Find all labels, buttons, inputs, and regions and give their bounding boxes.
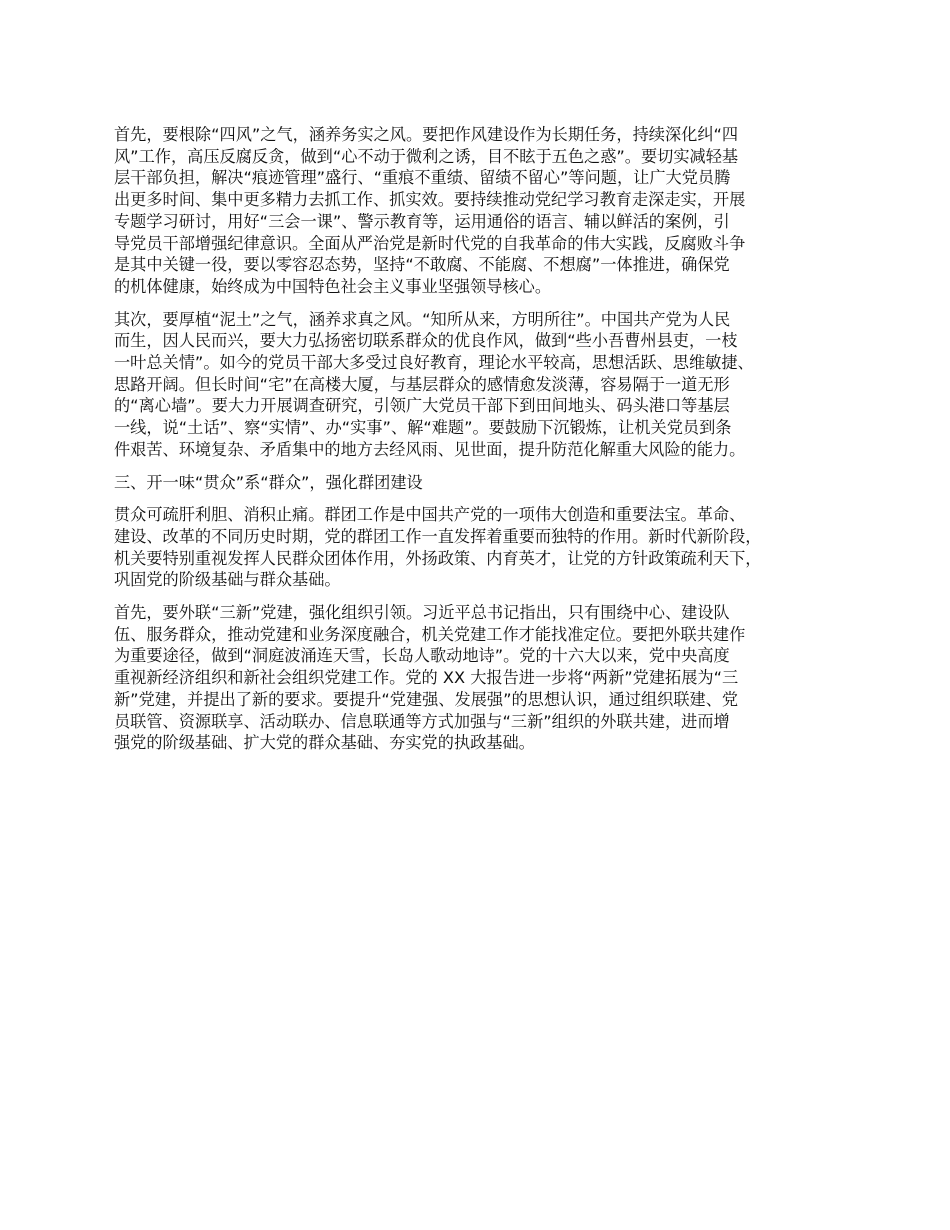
text-line: 导党员干部增强纪律意识。全面从严治党是新时代党的自我革命的伟大实践，反腐败斗争 — [114, 233, 746, 253]
text-line: 一叶总关情”。如今的党员干部大多受过良好教育，理论水平较高，思想活跃、思维敏捷、 — [114, 353, 754, 373]
text-line: 员联管、资源联享、活动联办、信息联通等方式加强与“三新”组织的外联共建，进而增 — [114, 711, 730, 731]
text-line: 的“离心墙”。要大力开展调查研究，引领广大党员干部下到田间地头、码头港口等基层 — [114, 396, 730, 416]
text-line: 的机体健康，始终成为中国特色社会主义事业坚强领导核心。 — [114, 276, 552, 296]
text-line: 风”工作，高压反腐反贪，做到“心不动于微利之诱，目不眩于五色之惑”。要切实减轻基 — [114, 146, 739, 166]
text-line: 巩固党的阶级基础与群众基础。 — [114, 570, 341, 590]
text-line: 出更多时间、集中更多精力去抓工作、抓实效。要持续推动党纪学习教育走深走实，开展 — [114, 190, 746, 210]
paragraph-three-new-party-building — [114, 602, 860, 754]
text-line: 强党的阶级基础、扩大党的群众基础、夯实党的执政基础。 — [114, 733, 535, 753]
paragraph-four-winds — [114, 124, 860, 298]
paragraph-mass-organizations — [114, 504, 860, 591]
text-line: 层干部负担，解决“痕迹管理”盛行、“重痕不重绩、留绩不留心”等问题，让广大党员腾 — [114, 168, 731, 188]
text-line: 是其中关键一役，要以零容忍态势，坚持“不敢腐、不能腐、不想腐”一体推进，确保党 — [114, 255, 730, 275]
heading-line: 三、开一味“贯众”系“群众”，强化群团建设 — [114, 472, 423, 492]
section-heading — [114, 472, 860, 494]
text-line: 一线，说“土话”、察“实情”、办“实事”、解“难题”。要鼓励下沉锻炼，让机关党员到条 — [114, 418, 732, 438]
text-line: 专题学习研讨，用好“三会一课”、警示教育等，运用通俗的语言、辅以鲜活的案例，引 — [114, 211, 730, 231]
document-body — [114, 124, 860, 765]
text-line: 新”党建，并提出了新的要求。要提升“党建强、发展强”的思想认识，通过组织联建、党 — [114, 689, 739, 709]
text-line: 首先，要根除“四风”之气，涵养务实之风。要把作风建设作为长期任务，持续深化纠“四 — [114, 125, 739, 144]
text-line: 建设、改革的不同历史时期，党的群团工作一直发挥着重要而独特的作用。新时代新阶段， — [114, 526, 762, 546]
text-line: 机关要特别重视发挥人民群众团体作用，外扬政策、内育英才，让党的方针政策疏利天下， — [114, 548, 762, 568]
paragraph-soil-spirit — [114, 309, 860, 461]
text-line: 件艰苦、环境复杂、矛盾集中的地方去经风雨、见世面，提升防范化解重大风险的能力。 — [114, 439, 746, 459]
text-line: 而生，因人民而兴，要大力弘扬密切联系群众的优良作风，做到“些小吾曹州县吏，一枝 — [114, 331, 738, 351]
text-line: 思路开阔。但长时间“宅”在高楼大厦，与基层群众的感情愈发淡薄，容易隔于一道无形 — [114, 374, 730, 394]
text-line: 其次，要厚植“泥土”之气，涵养求真之风。“知所从来，方明所往”。中国共产党为人民 — [114, 309, 731, 329]
text-line: 贯众可疏肝利胆、消积止痛。群团工作是中国共产党的一项伟大创造和重要法宝。革命、 — [114, 505, 746, 525]
text-line: 伍、服务群众，推动党建和业务深度融合，机关党建工作才能找准定位。要把外联共建作 — [114, 624, 746, 644]
text-line: 为重要途径，做到“洞庭波涌连天雪，长岛人歌动地诗”。党的十六大以来，党中央高度 — [114, 646, 730, 666]
text-line: 首先，要外联“三新”党建，强化组织引领。习近平总书记指出，只有围绕中心、建设队 — [114, 603, 730, 623]
text-line: 重视新经济组织和新社会组织党建工作。党的 XX 大报告进一步将“两新”党建拓展为“三 — [114, 668, 739, 688]
